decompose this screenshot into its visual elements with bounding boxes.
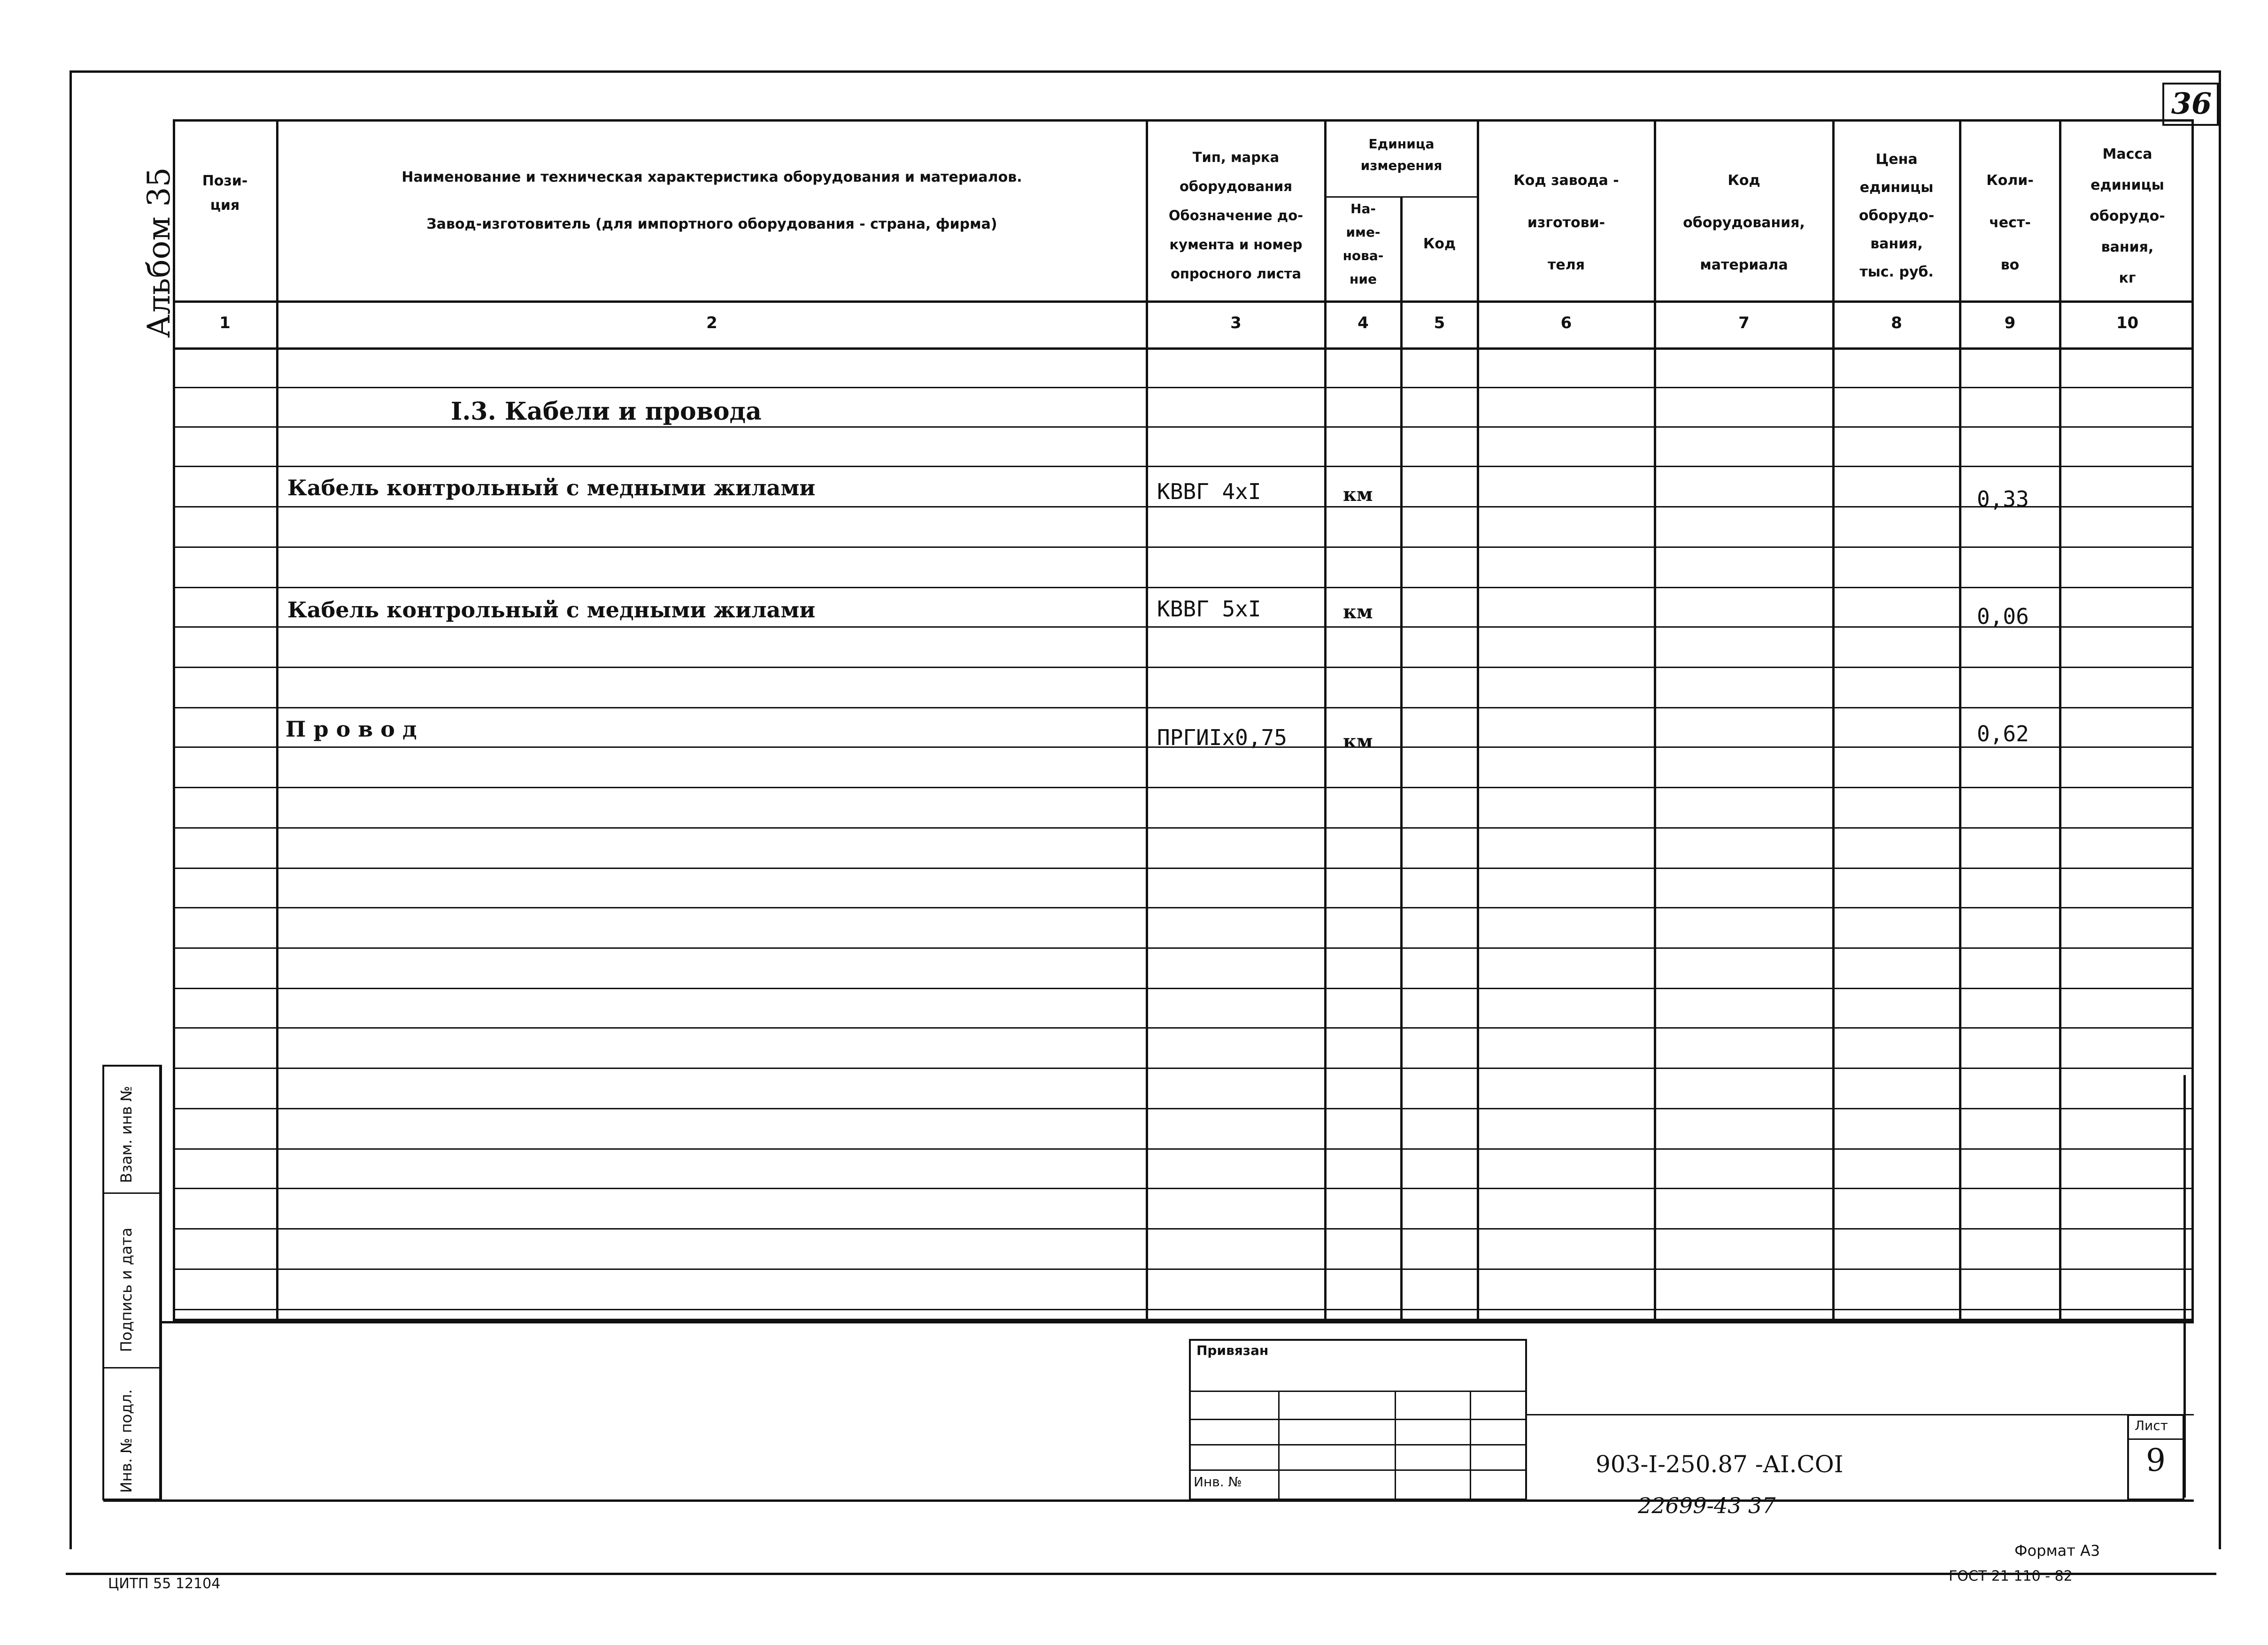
row-3-qty: 0,62 (1977, 721, 2029, 746)
row-3-type: ПРГИIх0,75 (1157, 725, 1287, 750)
row-rule-9 (173, 707, 2194, 708)
hdr-mass: Масса единицы оборудо- вания, кг (2090, 146, 2165, 286)
row-rule-15 (173, 947, 2194, 949)
list-number: 9 (2146, 1442, 2166, 1478)
hdr-quantity: Коли- чест- во (1986, 172, 2034, 273)
row-rule-21 (173, 1188, 2194, 1189)
privyazan-label: Привязан (1196, 1343, 1269, 1358)
colnum-6: 6 (1560, 314, 1572, 332)
list-box-split (2127, 1438, 2184, 1440)
row-rule-22 (173, 1228, 2194, 1230)
col-line-7 (1832, 119, 1835, 1321)
col-line-8 (1959, 119, 1961, 1321)
bottom-border (66, 1573, 2216, 1575)
header-bottom (173, 300, 2194, 303)
stamp-bottom (103, 1499, 2194, 1502)
section-title: I.3. Кабели и провода (451, 397, 762, 426)
hdr-unit-group: Единица измерения (1360, 136, 1443, 173)
privyazan-col-3 (1470, 1391, 1471, 1500)
colnum-5: 5 (1434, 314, 1445, 332)
colnum-8: 8 (1891, 314, 1902, 332)
row-1-qty: 0,33 (1977, 486, 2029, 512)
colnum-4: 4 (1358, 314, 1369, 332)
hdr-factory-code: Код завода - изготови- теля (1513, 172, 1619, 273)
row-rule-19 (173, 1108, 2194, 1109)
privyazan-row-1 (1189, 1391, 1527, 1392)
row-rule-2 (173, 426, 2194, 428)
doc-code-topline (1527, 1414, 2194, 1415)
album-label: Альбом 35 (141, 167, 177, 338)
hdr-equipment-code: Код оборудования, материала (1683, 172, 1805, 273)
row-rule-23 (173, 1268, 2194, 1270)
colnum-9: 9 (2004, 314, 2016, 332)
row-rule-12 (173, 827, 2194, 829)
col-line-2 (1146, 119, 1148, 1321)
row-2-qty: 0,06 (1977, 604, 2029, 629)
row-2-unit: км (1343, 601, 1373, 623)
privyazan-col-2 (1395, 1391, 1396, 1500)
hdr-position: Пози- ция (202, 173, 248, 214)
left-border (69, 70, 72, 1549)
col-line-9 (2059, 119, 2061, 1321)
row-rule-16 (173, 988, 2194, 989)
side-split-2 (102, 1367, 161, 1368)
col-line-3 (1324, 119, 1327, 1321)
hdr-type: Тип, марка оборудования Обозначение до- кумента и номер опросного листа (1168, 149, 1304, 282)
row-rule-11 (173, 787, 2194, 788)
privyazan-col-1 (1278, 1391, 1280, 1500)
colnum-bottom (173, 347, 2194, 350)
privyazan-row-3 (1189, 1444, 1527, 1445)
doc-code: 903-I-250.87 -AI.COI (1596, 1451, 1844, 1478)
hdr-name-line2: Завод-изготовитель (для импортного оборудования - страна, фирма) (426, 216, 997, 232)
col-line-4 (1400, 196, 1403, 1321)
hdr-price: Цена единицы оборудо- вания, тыс. руб. (1859, 151, 1935, 280)
colnum-7: 7 (1738, 314, 1750, 332)
hdr-unit-code: Код (1423, 236, 1456, 252)
colnum-1: 1 (219, 314, 231, 332)
col-line-1 (276, 119, 278, 1321)
row-rule-20 (173, 1148, 2194, 1150)
side-label-vzam: Взам. инв № (117, 1085, 135, 1183)
row-rule-24 (173, 1309, 2194, 1310)
row-rule-13 (173, 868, 2194, 869)
row-2-name: Кабель контрольный с медными жилами (287, 597, 816, 623)
col-line-6 (1654, 119, 1656, 1321)
row-rule-6 (173, 587, 2194, 588)
row-rule-8 (173, 667, 2194, 668)
hdr-unit-name: На- име- нова- ние (1342, 201, 1384, 287)
side-label-inv-no: Инв. № подл. (117, 1389, 135, 1493)
row-1-name: Кабель контрольный с медными жилами (287, 475, 816, 500)
list-label: Лист (2135, 1418, 2168, 1433)
row-rule-18 (173, 1068, 2194, 1069)
row-3-name: П р о в о д (285, 716, 417, 742)
row-rule-5 (173, 546, 2194, 548)
footer-left-code: ЦИТП 55 12104 (108, 1576, 221, 1592)
row-rule-17 (173, 1027, 2194, 1029)
privyazan-row-4 (1189, 1469, 1527, 1471)
privyazan-inv-label: Инв. № (1194, 1474, 1242, 1490)
colnum-2: 2 (706, 314, 717, 332)
row-rule-4 (173, 506, 2194, 507)
side-split-1 (102, 1192, 161, 1194)
col-line-5 (1477, 119, 1479, 1321)
row-rule-1 (173, 387, 2194, 388)
top-border (69, 70, 2220, 73)
footer-gost: ГОСТ 21 110 - 82 (1949, 1568, 2073, 1584)
stamp-top (160, 1321, 2194, 1323)
row-2-type: КВВГ 5хI (1157, 596, 1261, 622)
corner-sheet-number: 36 (2171, 86, 2212, 121)
row-3-unit: км (1343, 730, 1373, 753)
spec-table (173, 119, 2194, 1321)
hdr-name-line1: Наименование и техническая характеристика оборудования и материалов. (401, 169, 1022, 185)
handwritten-ref: 22699-43 37 (1638, 1493, 1776, 1518)
colnum-3: 3 (1230, 314, 1242, 332)
row-rule-7 (173, 626, 2194, 628)
footer-format: Формат А3 (2014, 1542, 2100, 1560)
row-rule-14 (173, 907, 2194, 908)
row-rule-3 (173, 466, 2194, 467)
side-label-sign-date: Подпись и дата (117, 1227, 135, 1352)
row-1-unit: км (1343, 484, 1373, 506)
row-1-type: КВВГ 4хI (1157, 479, 1261, 504)
privyazan-row-2 (1189, 1419, 1527, 1420)
right-border (2219, 70, 2221, 1549)
colnum-10: 10 (2116, 314, 2139, 332)
